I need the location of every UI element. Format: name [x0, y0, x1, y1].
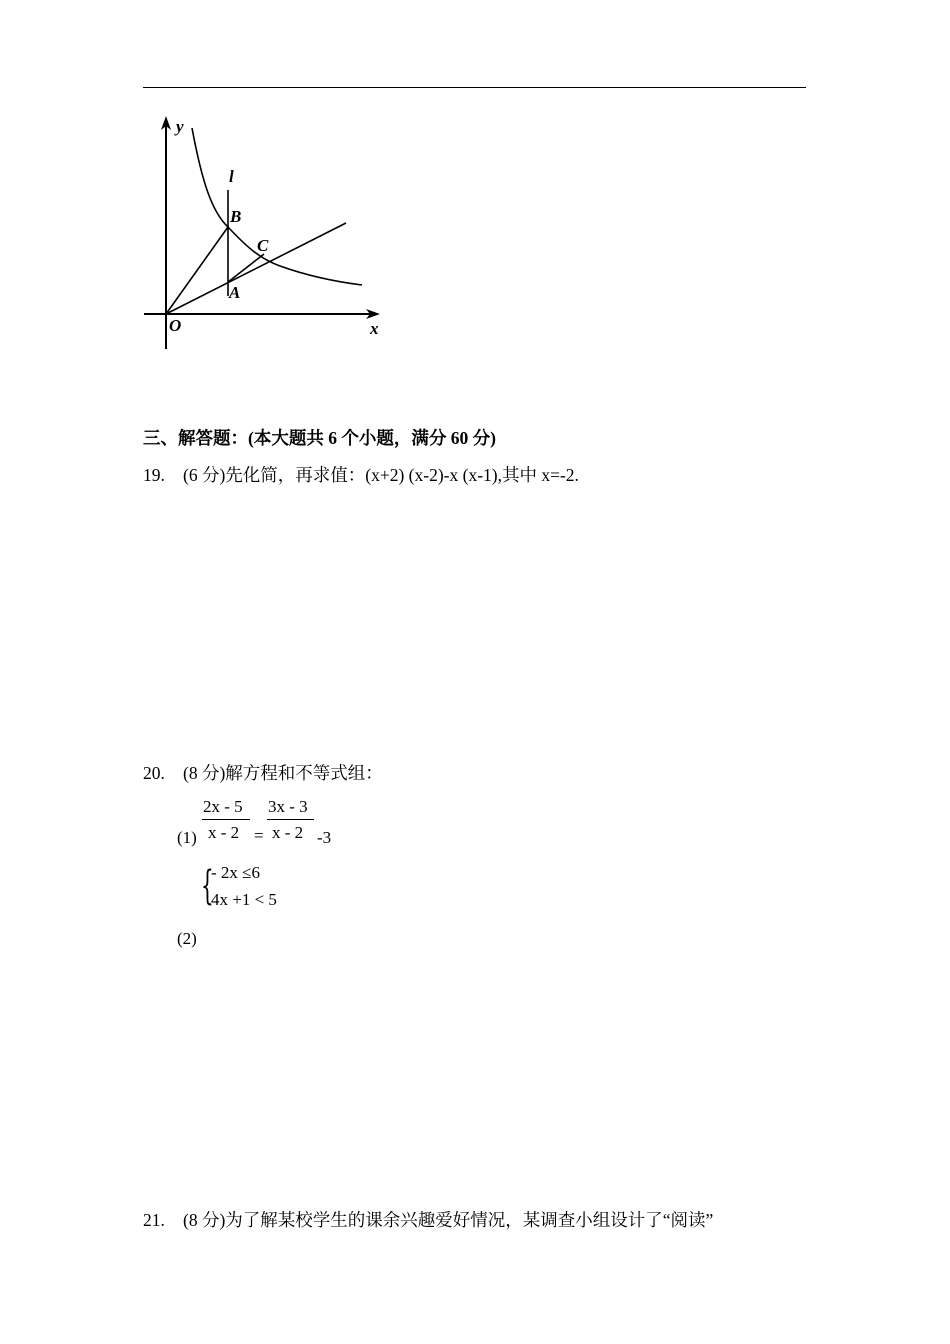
- header-rule: [143, 87, 806, 88]
- coordinate-figure: [140, 112, 390, 357]
- label-l: l: [229, 167, 234, 186]
- question-20: [143, 763, 383, 783]
- label-c: C: [257, 236, 269, 255]
- oblique-line: [166, 223, 346, 314]
- fraction-right-numerator: 3x - 3: [268, 797, 308, 816]
- question-19-number: 19.: [143, 465, 165, 485]
- fraction-left-bar: [202, 819, 250, 820]
- fraction-left-numerator: 2x - 5: [203, 797, 243, 816]
- question-21: [143, 1210, 713, 1230]
- label-b: B: [230, 207, 242, 226]
- section-title: 三、解答题：(本大题共 6 个小题，满分 60 分): [143, 428, 496, 448]
- fraction-left-denominator: x - 2: [208, 823, 240, 842]
- question-21-text: (8 分)为了解某校学生的课余兴趣爱好情况，某调查小组设计了“阅读”: [183, 1210, 714, 1230]
- label-x: x: [370, 319, 379, 338]
- label-o: O: [169, 316, 182, 335]
- label-y: y: [176, 117, 184, 136]
- fraction-right-denominator: x - 2: [272, 823, 304, 842]
- question-21-number: 21.: [143, 1210, 165, 1230]
- hyperbola-curve: [192, 128, 362, 285]
- question-20-text: (8 分)解方程和不等式组：: [183, 763, 383, 783]
- question-20-number: 20.: [143, 763, 165, 783]
- part1-label: (1): [177, 828, 197, 847]
- segment-ob: [166, 227, 228, 314]
- graph-svg: [140, 112, 390, 357]
- inequality-line-2: 4x +1 < 5: [211, 890, 277, 909]
- equation-tail: -3: [317, 828, 332, 847]
- question-19-text: (6 分)先化简，再求值：(x+2) (x-2)-x (x-1),其中 x=-2.: [183, 465, 579, 485]
- part2-label: (2): [177, 929, 197, 948]
- inequality-line-1: - 2x ≤6: [211, 863, 260, 882]
- system-brace: {: [201, 863, 214, 909]
- question-19: [143, 465, 579, 485]
- label-a: A: [229, 283, 241, 302]
- fraction-right-bar: [267, 819, 314, 820]
- equals-sign: =: [254, 826, 264, 845]
